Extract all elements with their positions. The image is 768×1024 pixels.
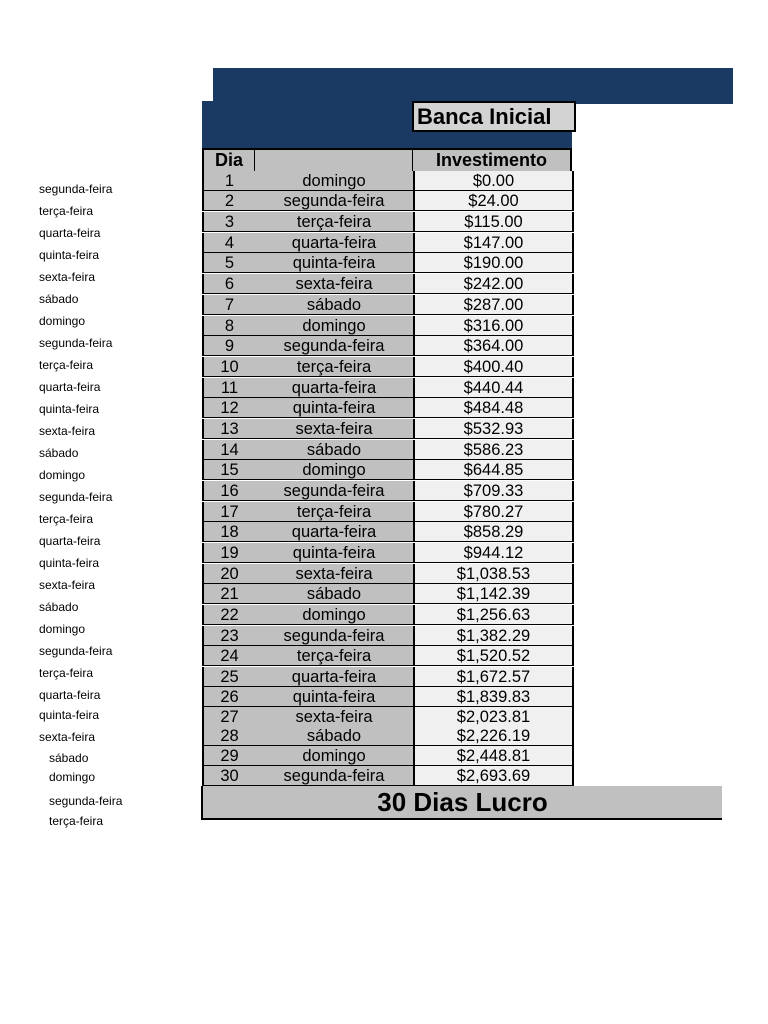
- investment-cell[interactable]: $2,448.81: [415, 746, 574, 766]
- day-number-cell[interactable]: 3: [202, 212, 257, 232]
- weekday-cell[interactable]: sábado: [255, 584, 415, 604]
- table-row: [202, 191, 572, 211]
- weekday-cell[interactable]: quarta-feira: [255, 667, 415, 687]
- side-weekday-label: segunda-feira: [49, 794, 123, 808]
- table-row: [202, 295, 572, 315]
- side-weekday-label: sábado: [49, 751, 89, 765]
- investment-cell[interactable]: $1,672.57: [415, 667, 574, 687]
- side-weekday-label: domingo: [39, 314, 86, 328]
- day-number-cell[interactable]: 18: [202, 522, 257, 542]
- side-weekday-label: segunda-feira: [39, 490, 113, 504]
- side-weekday-label: quarta-feira: [39, 534, 101, 548]
- side-weekday-label: sábado: [39, 600, 79, 614]
- table-row: [202, 746, 572, 766]
- day-number-cell[interactable]: 30: [202, 766, 257, 786]
- side-weekday-label: terça-feira: [39, 666, 94, 680]
- weekday-cell[interactable]: quinta-feira: [255, 253, 415, 273]
- side-weekday-label: domingo: [49, 770, 96, 784]
- weekday-cell[interactable]: terça-feira: [255, 646, 415, 666]
- day-number-cell[interactable]: 15: [202, 460, 257, 480]
- side-weekday-label: quinta-feira: [39, 248, 100, 262]
- investment-cell[interactable]: $858.29: [415, 522, 574, 542]
- day-number-cell[interactable]: 22: [202, 605, 257, 625]
- side-weekday-label: quarta-feira: [39, 226, 101, 240]
- day-number-cell[interactable]: 8: [202, 316, 257, 336]
- investment-cell[interactable]: $1,256.63: [415, 605, 574, 625]
- table-row: [202, 605, 572, 625]
- investment-cell[interactable]: $1,839.83: [415, 687, 574, 707]
- table-row: [202, 419, 572, 439]
- day-number-cell[interactable]: 10: [202, 357, 257, 377]
- table-row: [202, 378, 572, 398]
- day-number-cell[interactable]: 23: [202, 626, 257, 646]
- table-row: [202, 766, 572, 786]
- side-weekday-label: segunda-feira: [39, 182, 113, 196]
- table-row: [202, 726, 572, 746]
- table-row: [202, 357, 572, 377]
- investment-cell[interactable]: $364.00: [415, 336, 574, 356]
- investment-cell[interactable]: $242.00: [415, 274, 574, 294]
- investment-cell[interactable]: $287.00: [415, 295, 574, 315]
- weekday-cell[interactable]: domingo: [255, 605, 415, 625]
- investment-cell[interactable]: $2,023.81: [415, 707, 574, 727]
- investment-cell[interactable]: $586.23: [415, 440, 574, 460]
- investment-cell[interactable]: $709.33: [415, 481, 574, 501]
- day-number-cell[interactable]: 9: [202, 336, 257, 356]
- table-row: [202, 440, 572, 460]
- day-number-cell[interactable]: 6: [202, 274, 257, 294]
- side-weekday-label: terça-feira: [39, 512, 94, 526]
- weekday-cell[interactable]: quinta-feira: [255, 543, 415, 563]
- day-number-cell[interactable]: 19: [202, 543, 257, 563]
- weekday-cell[interactable]: quinta-feira: [255, 398, 415, 418]
- weekday-cell[interactable]: terça-feira: [255, 357, 415, 377]
- table-row: [202, 564, 572, 584]
- day-number-cell[interactable]: 13: [202, 419, 257, 439]
- table-row: [202, 460, 572, 480]
- table-row: [202, 667, 572, 687]
- weekday-cell[interactable]: domingo: [255, 460, 415, 480]
- side-weekday-label: domingo: [39, 622, 86, 636]
- investment-cell[interactable]: $2,226.19: [415, 726, 574, 746]
- side-weekday-label: segunda-feira: [39, 336, 113, 350]
- header-band-top: [213, 68, 733, 104]
- day-number-cell[interactable]: 24: [202, 646, 257, 666]
- day-number-cell[interactable]: 28: [202, 726, 257, 746]
- side-weekday-label: sexta-feira: [39, 424, 96, 438]
- investment-cell[interactable]: $440.44: [415, 378, 574, 398]
- weekday-cell[interactable]: quarta-feira: [255, 378, 415, 398]
- side-weekday-label: quarta-feira: [39, 688, 101, 702]
- day-number-cell[interactable]: 17: [202, 502, 257, 522]
- header-band-under: [413, 130, 572, 149]
- investment-cell[interactable]: $484.48: [415, 398, 574, 418]
- side-weekday-label: terça-feira: [39, 358, 94, 372]
- table-row: [202, 584, 572, 604]
- table-row: [202, 707, 572, 727]
- weekday-cell[interactable]: quarta-feira: [255, 522, 415, 542]
- investment-cell[interactable]: $0.00: [415, 171, 574, 191]
- day-number-cell[interactable]: 11: [202, 378, 257, 398]
- side-weekday-label: domingo: [39, 468, 86, 482]
- table-row: [202, 253, 572, 273]
- weekday-cell[interactable]: segunda-feira: [255, 481, 415, 501]
- investment-cell[interactable]: $532.93: [415, 419, 574, 439]
- table-row: [202, 646, 572, 666]
- weekday-cell[interactable]: sábado: [255, 726, 415, 746]
- side-weekday-label: sábado: [39, 446, 79, 460]
- weekday-cell[interactable]: sexta-feira: [255, 419, 415, 439]
- side-weekday-label: quinta-feira: [39, 708, 100, 722]
- weekday-cell[interactable]: sábado: [255, 295, 415, 315]
- side-weekday-label: terça-feira: [49, 814, 104, 828]
- table-row: [202, 233, 572, 253]
- weekday-cell[interactable]: segunda-feira: [255, 766, 415, 786]
- table-row: [202, 212, 572, 232]
- day-number-cell[interactable]: 1: [202, 171, 257, 191]
- investment-cell[interactable]: $2,693.69: [415, 766, 574, 786]
- table-row: [202, 171, 572, 191]
- investment-cell[interactable]: $1,520.52: [415, 646, 574, 666]
- column-header-dia[interactable]: Dia: [202, 148, 257, 173]
- weekday-cell[interactable]: domingo: [255, 746, 415, 766]
- lucro-banner[interactable]: 30 Dias Lucro: [201, 786, 722, 820]
- table-row: [202, 274, 572, 294]
- day-number-cell[interactable]: 14: [202, 440, 257, 460]
- day-number-cell[interactable]: 16: [202, 481, 257, 501]
- weekday-cell[interactable]: quarta-feira: [255, 233, 415, 253]
- side-weekday-label: sábado: [39, 292, 79, 306]
- weekday-cell[interactable]: domingo: [255, 316, 415, 336]
- table-row: [202, 398, 572, 418]
- day-number-cell[interactable]: 29: [202, 746, 257, 766]
- day-number-cell[interactable]: 27: [202, 707, 257, 727]
- side-weekday-label: sexta-feira: [39, 578, 96, 592]
- table-row: [202, 687, 572, 707]
- table-row: [202, 522, 572, 542]
- day-number-cell[interactable]: 7: [202, 295, 257, 315]
- weekday-cell[interactable]: quinta-feira: [255, 687, 415, 707]
- table-row: [202, 502, 572, 522]
- day-number-cell[interactable]: 25: [202, 667, 257, 687]
- day-number-cell[interactable]: 21: [202, 584, 257, 604]
- side-weekday-label: sexta-feira: [39, 270, 96, 284]
- day-number-cell[interactable]: 12: [202, 398, 257, 418]
- day-number-cell[interactable]: 5: [202, 253, 257, 273]
- side-weekday-label: quinta-feira: [39, 402, 100, 416]
- weekday-cell[interactable]: terça-feira: [255, 502, 415, 522]
- day-number-cell[interactable]: 4: [202, 233, 257, 253]
- weekday-cell[interactable]: sexta-feira: [255, 274, 415, 294]
- banca-inicial-cell[interactable]: Banca Inicial: [412, 101, 576, 132]
- investment-cell[interactable]: $944.12: [415, 543, 574, 563]
- header-band-left: [202, 101, 413, 149]
- weekday-cell[interactable]: terça-feira: [255, 212, 415, 232]
- weekday-cell[interactable]: sábado: [255, 440, 415, 460]
- table-row: [202, 626, 572, 646]
- weekday-cell[interactable]: segunda-feira: [255, 336, 415, 356]
- investment-cell[interactable]: $1,142.39: [415, 584, 574, 604]
- column-header-weekday[interactable]: [255, 148, 413, 173]
- investment-cell[interactable]: $190.00: [415, 253, 574, 273]
- side-weekday-label: terça-feira: [39, 204, 94, 218]
- weekday-cell[interactable]: domingo: [255, 171, 415, 191]
- weekday-cell[interactable]: segunda-feira: [255, 626, 415, 646]
- weekday-cell[interactable]: sexta-feira: [255, 564, 415, 584]
- day-number-cell[interactable]: 26: [202, 687, 257, 707]
- side-weekday-label: quarta-feira: [39, 380, 101, 394]
- investment-cell[interactable]: $1,382.29: [415, 626, 574, 646]
- table-row: [202, 336, 572, 356]
- side-weekday-label: segunda-feira: [39, 644, 113, 658]
- table-row: [202, 316, 572, 336]
- side-weekday-label: quinta-feira: [39, 556, 100, 570]
- investment-cell[interactable]: $24.00: [415, 191, 574, 211]
- investment-cell[interactable]: $400.40: [415, 357, 574, 377]
- day-number-cell[interactable]: 20: [202, 564, 257, 584]
- column-header-investimento[interactable]: Investimento: [413, 148, 572, 173]
- investment-cell[interactable]: $316.00: [415, 316, 574, 336]
- weekday-cell[interactable]: segunda-feira: [255, 191, 415, 211]
- investment-cell[interactable]: $147.00: [415, 233, 574, 253]
- investment-cell[interactable]: $780.27: [415, 502, 574, 522]
- weekday-cell[interactable]: sexta-feira: [255, 707, 415, 727]
- table-row: [202, 481, 572, 501]
- side-weekday-label: sexta-feira: [39, 730, 96, 744]
- investment-cell[interactable]: $1,038.53: [415, 564, 574, 584]
- table-row: [202, 543, 572, 563]
- investment-cell[interactable]: $644.85: [415, 460, 574, 480]
- investment-cell[interactable]: $115.00: [415, 212, 574, 232]
- day-number-cell[interactable]: 2: [202, 191, 257, 211]
